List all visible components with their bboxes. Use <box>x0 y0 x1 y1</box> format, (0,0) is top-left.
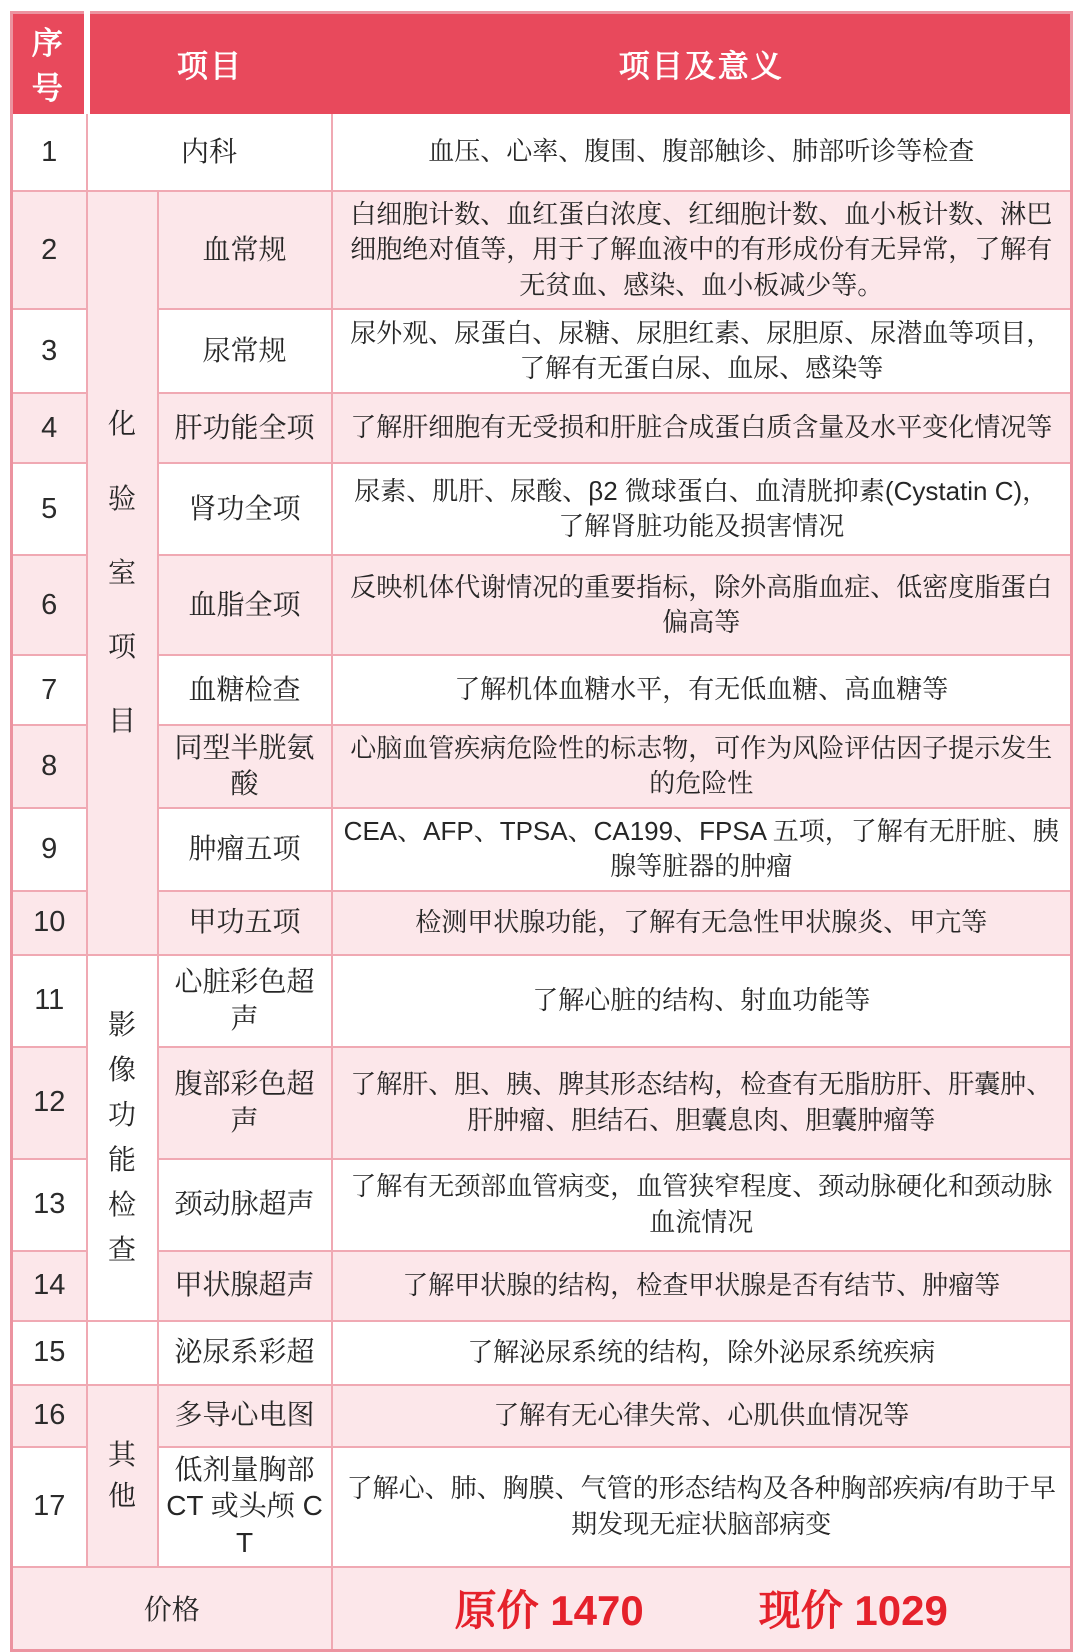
header-col-meaning: 项目及意义 <box>332 13 1072 114</box>
row-item: 低剂量胸部 CT 或头颅 CT <box>158 1447 332 1567</box>
row-no: 15 <box>12 1321 87 1385</box>
checkup-package-table <box>10 11 1073 1652</box>
row-desc: 心脑血管疾病危险性的标志物，可作为风险评估因子提示发生的危险性 <box>332 725 1072 808</box>
original-price: 原价 1470 <box>454 1587 644 1635</box>
row-desc: 了解心、肺、胸膜、气管的形态结构及各种胸部疾病/有助于早期发现无症状脑部病变 <box>332 1447 1072 1567</box>
row-desc: 了解肝细胞有无受损和肝脏合成蛋白质含量及水平变化情况等 <box>332 393 1072 463</box>
group-cell-other <box>87 1385 158 1567</box>
table-row <box>12 555 1072 655</box>
row-item: 肿瘤五项 <box>158 808 332 891</box>
table-row <box>12 1251 1072 1321</box>
table-row <box>12 1047 1072 1159</box>
row-desc: 检测甲状腺功能，了解有无急性甲状腺炎、甲亢等 <box>332 891 1072 955</box>
row-no: 10 <box>12 891 87 955</box>
table-row <box>12 1321 1072 1385</box>
row-item: 血脂全项 <box>158 555 332 655</box>
header-col-no: 序号 <box>12 13 87 114</box>
row-desc: 了解有无心律失常、心肌供血情况等 <box>332 1385 1072 1447</box>
group-label-imaging: 影 像 功 能 检 查 <box>107 1008 136 1266</box>
row-item: 尿常规 <box>158 309 332 393</box>
row-desc: 了解机体血糖水平，有无低血糖、高血糖等 <box>332 655 1072 725</box>
row-item: 肾功全项 <box>158 463 332 555</box>
row-no: 13 <box>12 1159 87 1251</box>
row-no: 14 <box>12 1251 87 1321</box>
row-desc: 了解甲状腺的结构，检查甲状腺是否有结节、肿瘤等 <box>332 1251 1072 1321</box>
price-label: 价格 <box>12 1567 332 1651</box>
table-row <box>12 808 1072 891</box>
row-no: 1 <box>12 113 87 191</box>
table-row <box>12 309 1072 393</box>
table-row <box>12 1447 1072 1567</box>
row-no: 16 <box>12 1385 87 1447</box>
row-item: 甲状腺超声 <box>158 1251 332 1321</box>
table-row <box>12 393 1072 463</box>
price-row <box>12 1567 1072 1651</box>
price-values-cell <box>332 1567 1072 1651</box>
row-no: 8 <box>12 725 87 808</box>
row-item: 同型半胱氨酸 <box>158 725 332 808</box>
row-desc: 血压、心率、腹围、腹部触诊、肺部听诊等检查 <box>332 113 1072 191</box>
row-item: 心脏彩色超声 <box>158 955 332 1047</box>
table-row <box>12 1159 1072 1251</box>
row-item: 血糖检查 <box>158 655 332 725</box>
row-no: 2 <box>12 191 87 309</box>
table-row <box>12 113 1072 191</box>
table-row <box>12 1385 1072 1447</box>
row-desc: 了解有无颈部血管病变，血管狭窄程度、颈动脉硬化和颈动脉血流情况 <box>332 1159 1072 1251</box>
row-desc: 了解肝、胆、胰、脾其形态结构，检查有无脂肪肝、肝囊肿、肝肿瘤、胆结石、胆囊息肉、胆囊肿瘤等 <box>332 1047 1072 1159</box>
row-no: 12 <box>12 1047 87 1159</box>
row-no: 17 <box>12 1447 87 1567</box>
row-desc: 尿外观、尿蛋白、尿糖、尿胆红素、尿胆原、尿潜血等项目，了解有无蛋白尿、血尿、感染等 <box>332 309 1072 393</box>
current-price: 现价 1029 <box>758 1587 948 1635</box>
row-no: 7 <box>12 655 87 725</box>
header-col-item: 项目 <box>87 13 332 114</box>
row-item: 肝功能全项 <box>158 393 332 463</box>
table-row <box>12 655 1072 725</box>
row-desc: 了解泌尿系统的结构，除外泌尿系统疾病 <box>332 1321 1072 1385</box>
group-cell-imaging <box>87 955 158 1321</box>
group-label-lab: 化 验 室 项 目 <box>107 408 136 737</box>
row-item: 颈动脉超声 <box>158 1159 332 1251</box>
row-no: 5 <box>12 463 87 555</box>
row-item: 泌尿系彩超 <box>158 1321 332 1385</box>
group-label-other: 其 他 <box>107 1439 136 1511</box>
table-row <box>12 463 1072 555</box>
row-no: 6 <box>12 555 87 655</box>
group-cell-lab <box>87 191 158 955</box>
row-desc: 反映机体代谢情况的重要指标，除外高脂血症、低密度脂蛋白偏高等 <box>332 555 1072 655</box>
row-no: 9 <box>12 808 87 891</box>
group-cell-empty <box>87 1321 158 1385</box>
row-desc: 了解心脏的结构、射血功能等 <box>332 955 1072 1047</box>
row-item: 多导心电图 <box>158 1385 332 1447</box>
price-values <box>341 1578 1063 1638</box>
row-desc: 白细胞计数、血红蛋白浓度、红细胞计数、血小板计数、淋巴细胞绝对值等，用于了解血液中的有形成份有无异常，了解有无贫血、感染、血小板减少等。 <box>332 191 1072 309</box>
table-row <box>12 191 1072 309</box>
row-desc: CEA、AFP、TPSA、CA199、FPSA 五项，了解有无肝脏、胰腺等脏器的肿瘤 <box>332 808 1072 891</box>
row-no: 3 <box>12 309 87 393</box>
row-item: 甲功五项 <box>158 891 332 955</box>
row-no: 11 <box>12 955 87 1047</box>
table-row <box>12 891 1072 955</box>
row-desc: 尿素、肌肝、尿酸、β2 微球蛋白、血清胱抑素(Cystatin C)，了解肾脏功能及损害情况 <box>332 463 1072 555</box>
table-row <box>12 725 1072 808</box>
table-row <box>12 955 1072 1047</box>
table-header-row <box>12 13 1072 114</box>
row-no: 4 <box>12 393 87 463</box>
row-item: 内科 <box>87 113 332 191</box>
row-item: 血常规 <box>158 191 332 309</box>
row-item: 腹部彩色超声 <box>158 1047 332 1159</box>
